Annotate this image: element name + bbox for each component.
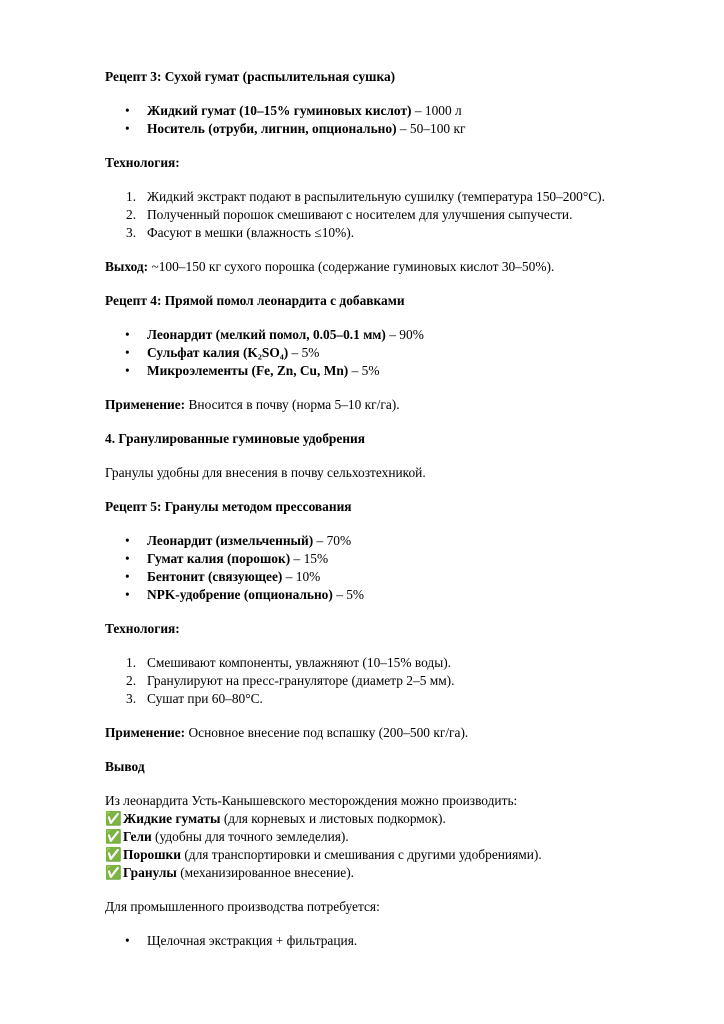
list-item: 2. Полученный порошок смешивают с носителем для улучшения сыпучести. (126, 207, 573, 222)
list-item: ✅Порошки (для транспортировки и смешивания с другими удобрениями). (105, 847, 542, 862)
product-list (105, 810, 685, 882)
list-item: 1. Смешивают компоненты, увлажняют (10–15% воды). (126, 655, 452, 670)
list-item: • Леонардит (мелкий помол, 0.05–0.1 мм) – 90% (125, 327, 424, 342)
recipe4-application: Применение: Вносится в почву (норма 5–10 кг/га). (105, 397, 400, 412)
list-item: 2. Гранулируют на пресс-грануляторе (диаметр 2–5 мм). (126, 673, 455, 688)
list-item: • NPK-удобрение (опционально) – 5% (125, 587, 365, 602)
check-mark-icon: ✅ (105, 865, 122, 880)
list-item: • Леонардит (измельченный) – 70% (125, 533, 352, 548)
document-content (105, 68, 685, 950)
check-mark-icon: ✅ (105, 829, 122, 844)
check-mark-icon: ✅ (105, 847, 122, 862)
list-item: • Щелочная экстракция + фильтрация. (125, 933, 358, 948)
section4-text: Гранулы удобны для внесения в почву сельхозтехникой. (105, 465, 426, 480)
list-item: ✅Гранулы (механизированное внесение). (105, 865, 355, 880)
list-item: 1. Жидкий экстракт подают в распылительную сушилку (температура 150–200°C). (126, 189, 605, 204)
bullet: • (125, 533, 130, 548)
industrial-requirements-title: Для промышленного производства потребуется: (105, 899, 380, 914)
recipe5-tech-title: Технология: (105, 621, 180, 636)
recipe4-ingredients (105, 326, 685, 380)
recipe3-ingredients (105, 102, 685, 138)
check-mark-icon: ✅ (105, 811, 122, 826)
list-item: • Носитель (отруби, лигнин, опционально) – 50–100 кг (125, 121, 466, 136)
conclusion-title: Вывод (105, 759, 145, 774)
bullet: • (125, 551, 130, 566)
list-item: • Микроэлементы (Fe, Zn, Cu, Mn) – 5% (125, 363, 380, 378)
recipe5-steps (105, 654, 685, 708)
requirements-list (105, 932, 685, 950)
list-item: 3. Фасуют в мешки (влажность ≤10%). (126, 225, 355, 240)
bullet: • (125, 121, 130, 136)
recipe3-steps (105, 188, 685, 242)
list-item: ✅Гели (удобны для точного земледелия). (105, 829, 349, 844)
recipe3-tech-title: Технология: (105, 155, 180, 170)
list-item: 3. Сушат при 60–80°C. (126, 691, 263, 706)
conclusion-intro: Из леонардита Усть-Канышевского месторождения можно производить: (105, 793, 518, 808)
recipe3-output: Выход: ~100–150 кг сухого порошка (содержание гуминовых кислот 30–50%). (105, 259, 555, 274)
list-item: • Бентонит (связующее) – 10% (125, 569, 321, 584)
bullet: • (125, 569, 130, 584)
bullet: • (125, 345, 130, 360)
bullet: • (125, 363, 130, 378)
list-item: • Гумат калия (порошок) – 15% (125, 551, 329, 566)
list-item: • Сульфат калия (K₂SO₄) – 5% (125, 345, 320, 360)
recipe5-application: Применение: Основное внесение под вспашку (200–500 кг/га). (105, 725, 469, 740)
recipe5-title: Рецепт 5: Гранулы методом прессования (105, 499, 352, 514)
section4-title: 4. Гранулированные гуминовые удобрения (105, 431, 365, 446)
list-item: • Жидкий гумат (10–15% гуминовых кислот) – 1000 л (125, 103, 462, 118)
bullet: • (125, 933, 130, 948)
recipe5-ingredients (105, 532, 685, 604)
bullet: • (125, 587, 130, 602)
recipe3-title: Рецепт 3: Сухой гумат (распылительная сушка) (105, 69, 396, 84)
bullet: • (125, 327, 130, 342)
bullet: • (125, 103, 130, 118)
recipe4-title: Рецепт 4: Прямой помол леонардита с добавками (105, 293, 405, 308)
list-item: ✅Жидкие гуматы (для корневых и листовых подкормок). (105, 811, 446, 826)
